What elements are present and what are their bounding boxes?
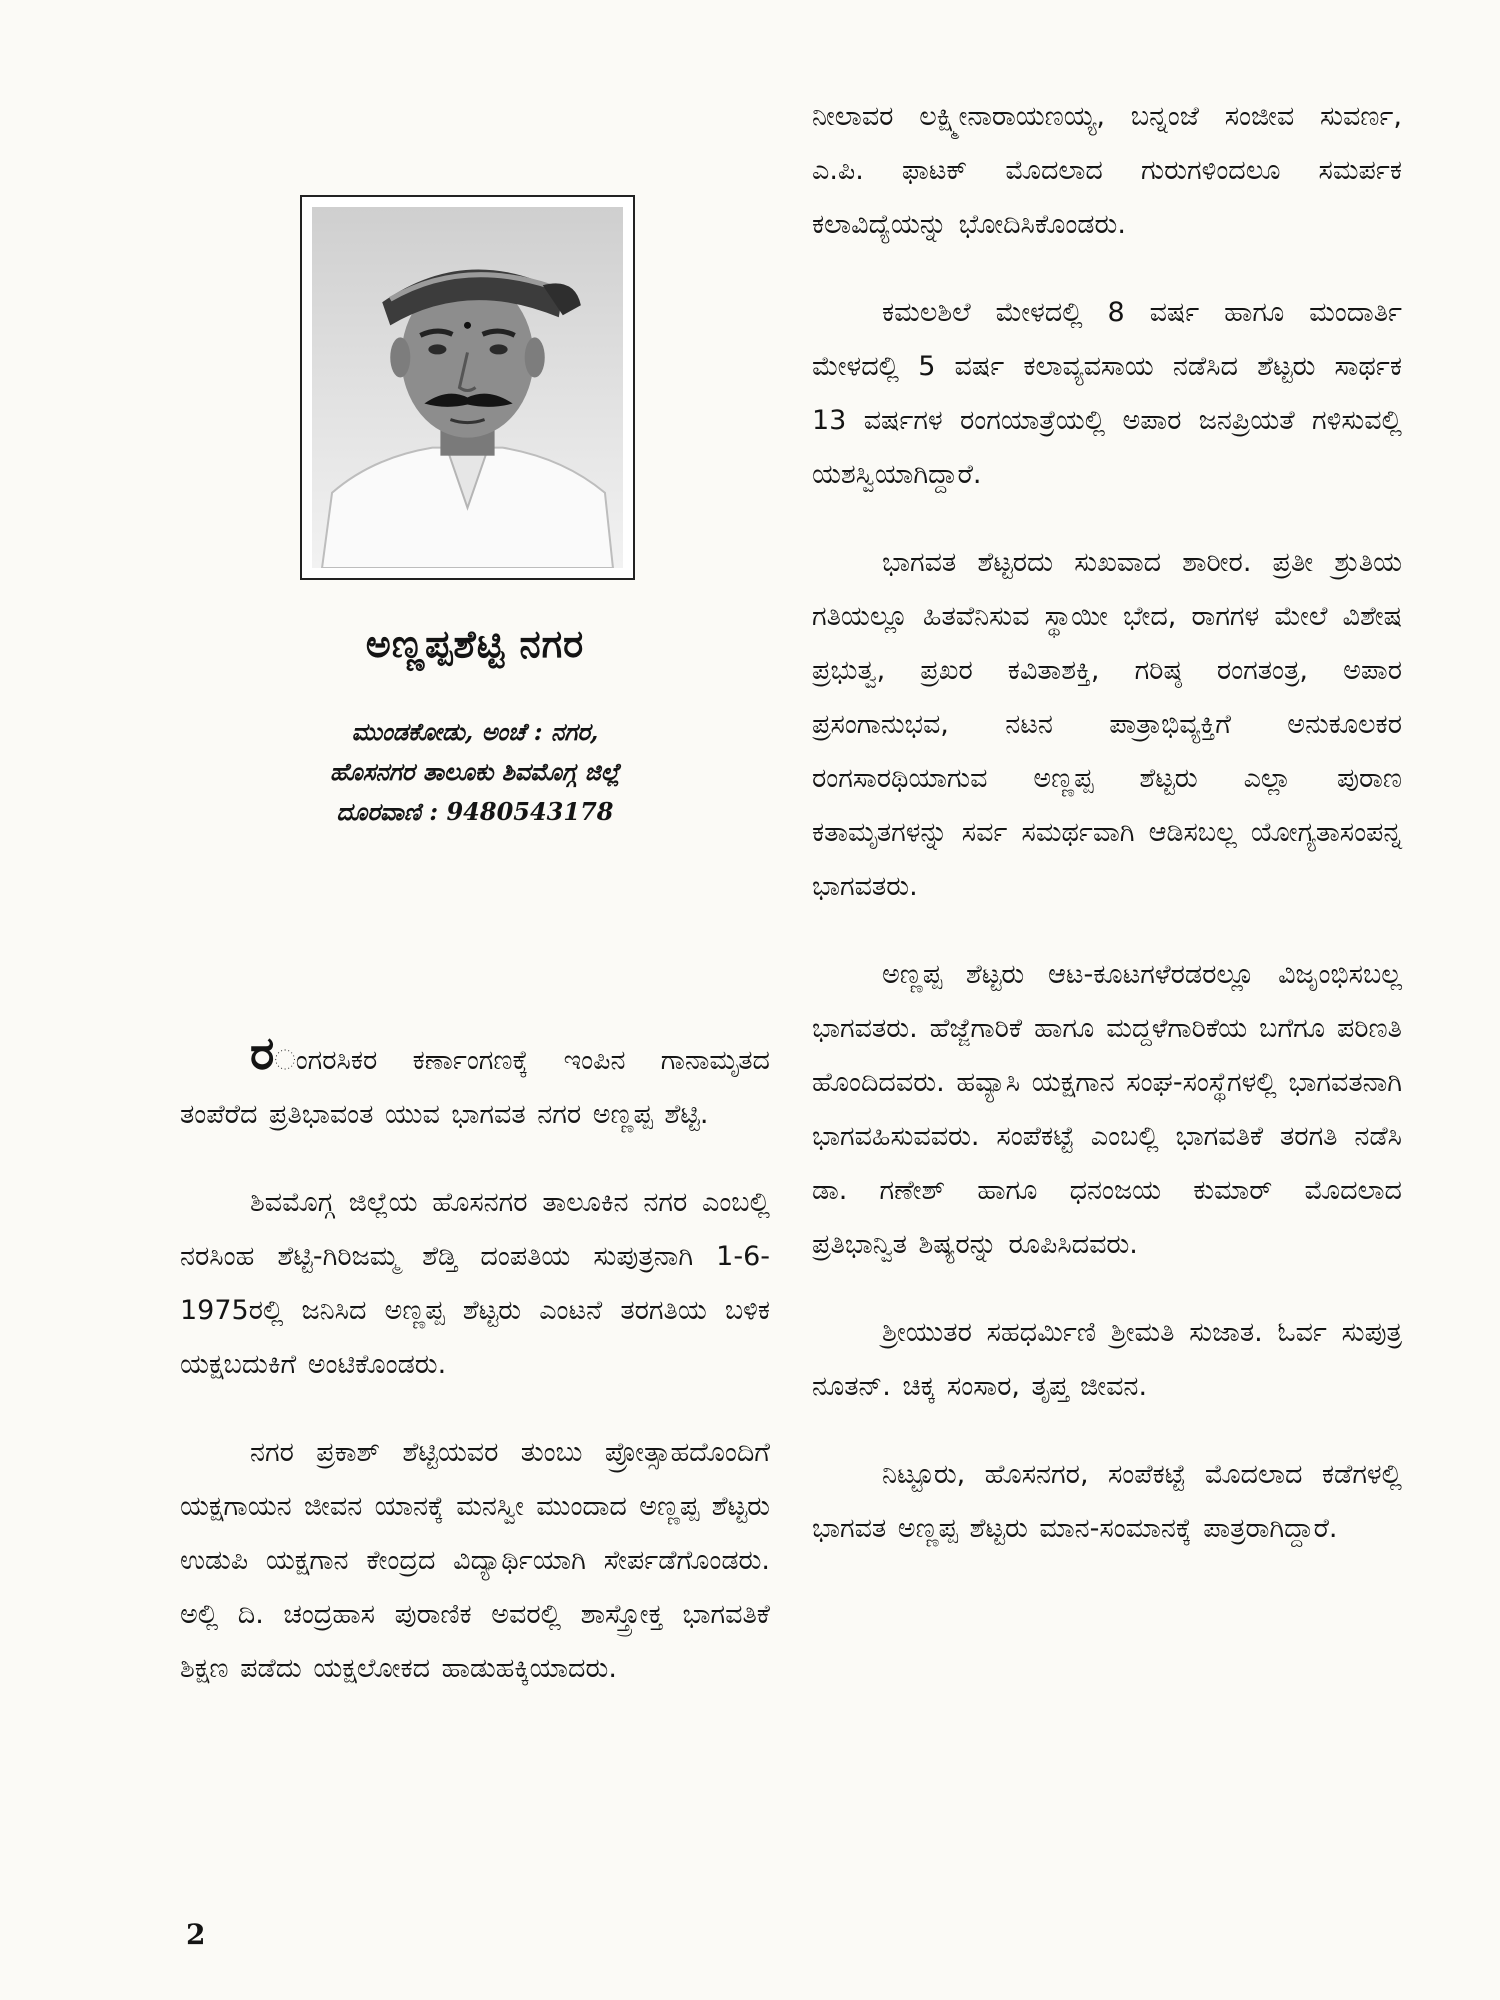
gurus-paragraph: ನೀಲಾವರ ಲಕ್ಷ್ಮೀನಾರಾಯಣಯ್ಯ, ಬನ್ನಂಜೆ ಸಂಜೀವ ಸುವರ್ಣ, ಎ.ಪಿ. ಫಾಟಕ್ ಮೊದಲಾದ ಗುರುಗಳಿಂದಲೂ ಸಮರ್ಪಕ ಕಲಾವಿದ್ಯೆಯನ್ನು ಭೋದಿಸಿಕೊಂಡರು.: [812, 101, 1402, 240]
family-paragraph: ಶ್ರೀಯುತರ ಸಹಧರ್ಮಿಣಿ ಶ್ರೀಮತಿ ಸುಜಾತ. ಓರ್ವ ಸುಪುತ್ರ ನೂತನ್. ಚಿಕ್ಕ ಸಂಸಾರ, ತೃಪ್ತ ಜೀವನ.: [812, 1317, 1402, 1402]
intro-paragraph: [180, 1026, 770, 1142]
career-paragraph: ಕಮಲಶಿಲೆ ಮೇಳದಲ್ಲಿ 8 ವರ್ಷ ಹಾಗೂ ಮಂದಾರ್ತಿ ಮೇಳದಲ್ಲಿ 5 ವರ್ಷ ಕಲಾವ್ಯವಸಾಯ ನಡೆಸಿದ ಶೆಟ್ಟರು ಸಾರ್ಥಕ 13 ವರ್ಷಗಳ ರಂಗಯಾತ್ರೆಯಲ್ಲಿ ಅಪಾರ ಜನಪ್ರಿಯತೆ ಗಳಿಸುವಲ್ಲಿ ಯಶಸ್ವಿಯಾಗಿದ್ದಾರೆ.: [812, 297, 1402, 490]
profile-name: ಅಣ್ಣಪ್ಪಶೆಟ್ಟಿ ನಗರ: [365, 622, 585, 666]
drop-initial: ರ: [250, 1026, 275, 1080]
left-text-block: [180, 1026, 770, 1730]
honours-paragraph: ನಿಟ್ಟೂರು, ಹೊಸನಗರ, ಸಂಪೆಕಟ್ಟೆ ಮೊದಲಾದ ಕಡೆಗಳಲ್ಲಿ ಭಾಗವತ ಅಣ್ಣಪ್ಪ ಶೆಟ್ಟರು ಮಾನ-ಸಂಮಾನಕ್ಕೆ ಪಾತ್ರರಾಗಿದ್ದಾರೆ.: [812, 1459, 1402, 1544]
skills-paragraph: ಅಣ್ಣಪ್ಪ ಶೆಟ್ಟರು ಆಟ-ಕೂಟಗಳೆರಡರಲ್ಲೂ ವಿಜೃಂಭಿಸಬಲ್ಲ ಭಾಗವತರು. ಹೆಜ್ಜೆಗಾರಿಕೆ ಹಾಗೂ ಮದ್ದಳೆಗಾರಿಕೆಯ ಬಗೆಗೂ ಪರಿಣತಿ ಹೊಂದಿದವರು. ಹವ್ಯಾಸಿ ಯಕ್ಷಗಾನ ಸಂಘ-ಸಂಸ್ಥೆಗಳಲ್ಲಿ ಭಾಗವತನಾಗಿ ಭಾಗವಹಿಸುವವರು. ಸಂಪೆಕಟ್ಟೆ ಎಂಬಲ್ಲಿ ಭಾಗವತಿಕೆ ತರಗತಿ ನಡೆಸಿ ಡಾ. ಗಣೇಶ್ ಹಾಗೂ ಧನಂಜಯ ಕುಮಾರ್ ಮೊದಲಾದ ಪ್ರತಿಭಾನ್ವಿತ ಶಿಷ್ಯರನ್ನು ರೂಪಿಸಿದವರು.: [812, 959, 1402, 1260]
portrait-photo: [312, 207, 623, 568]
address-line-1: ಮುಂಡಕೋಡು, ಅಂಚೆ : ನಗರ,: [351, 717, 599, 746]
voice-paragraph: ಭಾಗವತ ಶೆಟ್ಟರದು ಸುಖವಾದ ಶಾರೀರ. ಪ್ರತೀ ಶ್ರುತಿಯ ಗತಿಯಲ್ಲೂ ಹಿತವೆನಿಸುವ ಸ್ಥಾಯೀ ಭೇದ, ರಾಗಗಳ ಮೇಲೆ ವಿಶೇಷ ಪ್ರಭುತ್ವ, ಪ್ರಖರ ಕವಿತಾಶಕ್ತಿ, ಗರಿಷ್ಠ ರಂಗತಂತ್ರ, ಅಪಾರ ಪ್ರಸಂಗಾನುಭವ, ನಟನ ಪಾತ್ರಾಭಿವ್ಯಕ್ತಿಗೆ ಅನುಕೂಲಕರ ರಂಗಸಾರಥಿಯಾಗುವ ಅಣ್ಣಪ್ಪ ಶೆಟ್ಟರು ಎಲ್ಲಾ ಪುರಾಣ ಕತಾಮೃತಗಳನ್ನು ಸರ್ವ ಸಮರ್ಥವಾಗಿ ಆಡಿಸಬಲ್ಲ ಯೋಗ್ಯತಾಸಂಪನ್ನ ಭಾಗವತರು.: [812, 547, 1402, 902]
page-number: 2: [186, 1918, 206, 1951]
intro-paragraph-text: ಂಗರಸಿಕರ ಕರ್ಣಾಂಗಣಕ್ಕೆ ಇಂಪಿನ ಗಾನಾಮೃತದ ತಂಪೆರೆದ ಪ್ರತಿಭಾವಂತ ಯುವ ಭಾಗವತ ನಗರ ಅಣ್ಣಪ್ಪ ಶೆಟ್ಟಿ.: [180, 1045, 770, 1130]
right-column: [812, 90, 1402, 1590]
training-paragraph: ನಗರ ಪ್ರಕಾಶ್ ಶೆಟ್ಟಿಯವರ ತುಂಬು ಪ್ರೋತ್ಸಾಹದೊಂದಿಗೆ ಯಕ್ಷಗಾಯನ ಜೀವನ ಯಾನಕ್ಕೆ ಮನಸ್ವೀ ಮುಂದಾದ ಅಣ್ಣಪ್ಪ ಶೆಟ್ಟರು ಉಡುಪಿ ಯಕ್ಷಗಾನ ಕೇಂದ್ರದ ವಿದ್ಯಾರ್ಥಿಯಾಗಿ ಸೇರ್ಪಡೆಗೊಂಡರು. ಅಲ್ಲಿ ದಿ. ಚಂದ್ರಹಾಸ ಪುರಾಣಿಕ ಅವರಲ್ಲಿ ಶಾಸ್ತ್ರೋಕ್ತ ಭಾಗವತಿಕೆ ಶಿಕ್ಷಣ ಪಡೆದು ಯಕ್ಷಲೋಕದ ಹಾಡುಹಕ್ಕಿಯಾದರು.: [180, 1437, 770, 1684]
portrait-photo-frame: [300, 195, 635, 580]
phone-line: ದೂರವಾಣಿ : 9480543178: [336, 797, 614, 826]
left-column: [180, 0, 770, 2000]
birth-paragraph: ಶಿವಮೊಗ್ಗ ಜಿಲ್ಲೆಯ ಹೊಸನಗರ ತಾಲೂಕಿನ ನಗರ ಎಂಬಲ್ಲಿ ನರಸಿಂಹ ಶೆಟ್ಟಿ-ಗಿರಿಜಮ್ಮ ಶೆಡ್ತಿ ದಂಪತಿಯ ಸುಪುತ್ರನಾಗಿ 1-6-1975ರಲ್ಲಿ ಜನಿಸಿದ ಅಣ್ಣಪ್ಪ ಶೆಟ್ಟರು ಎಂಟನೆ ತರಗತಿಯ ಬಳಿಕ ಯಕ್ಷಬದುಕಿಗೆ ಅಂಟಿಕೊಂಡರು.: [180, 1187, 770, 1380]
address-block: [180, 712, 770, 832]
address-line-2: ಹೊಸನಗರ ತಾಲೂಕು ಶಿವಮೊಗ್ಗ ಜಿಲ್ಲೆ: [329, 757, 621, 786]
